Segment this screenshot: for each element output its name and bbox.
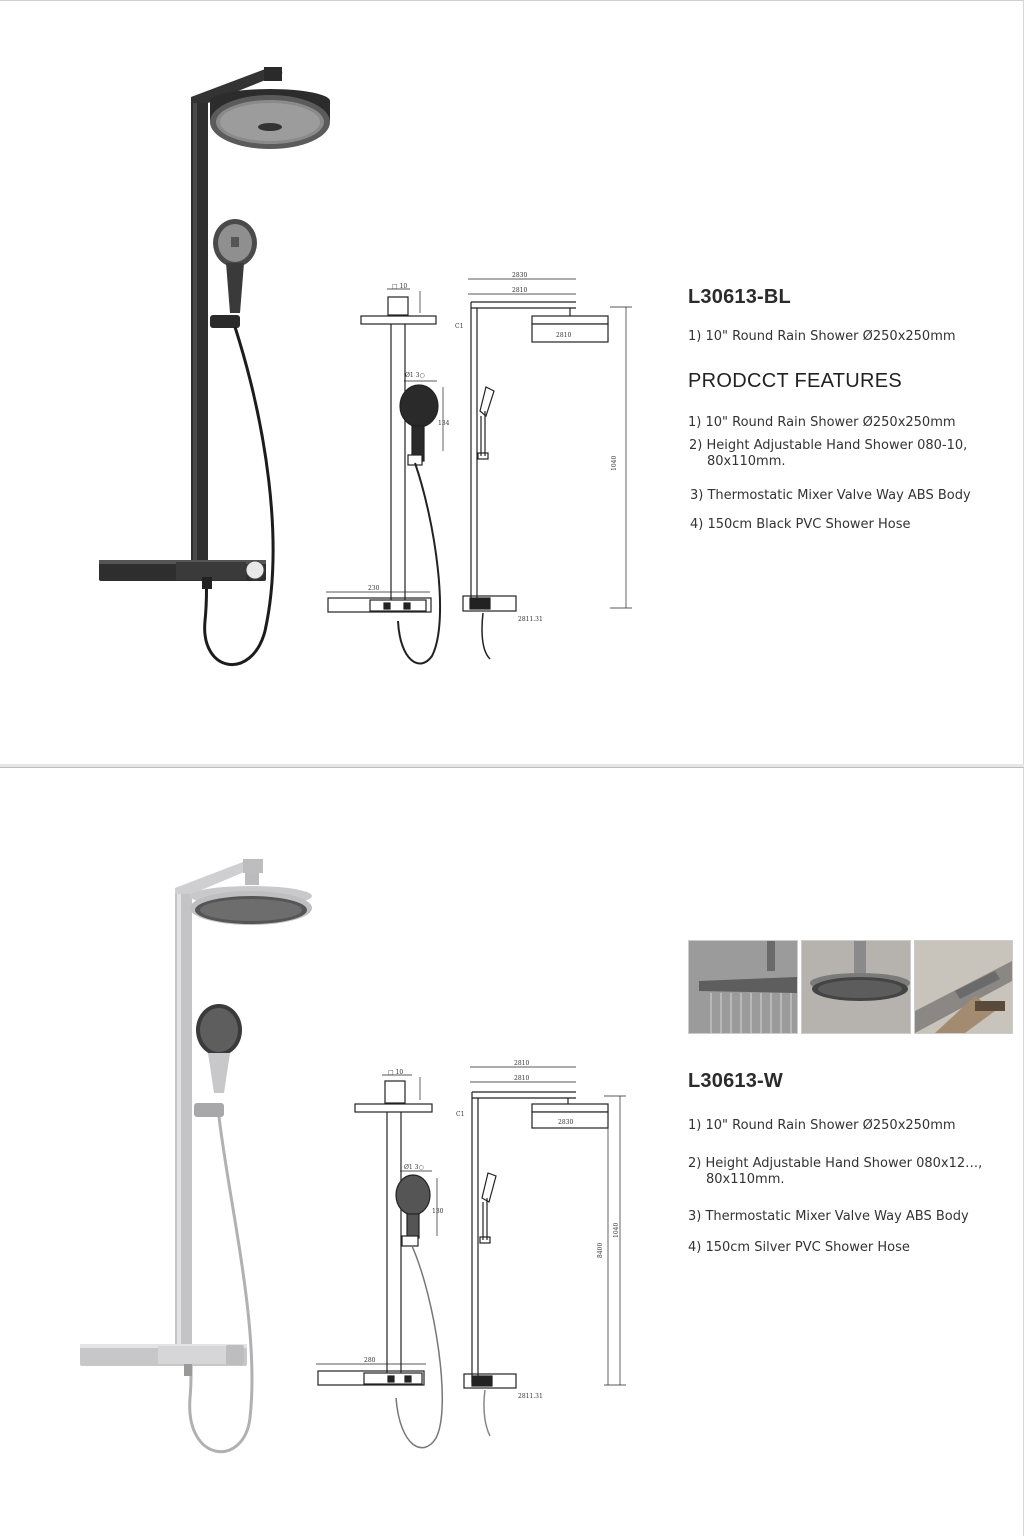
technical-drawing-front [316, 1075, 442, 1448]
svg-text:□ 10: □ 10 [388, 1069, 404, 1076]
svg-text:2830: 2830 [512, 272, 528, 279]
svg-text:8400: 8400 [597, 1242, 604, 1258]
svg-text:2811.31: 2811.31 [518, 1393, 543, 1400]
model-title: L30613-BL [688, 286, 791, 308]
svg-text:2830: 2830 [558, 1119, 574, 1126]
svg-text:Ø1 3○: Ø1 3○ [404, 1164, 424, 1171]
feature-item: 1) 10" Round Rain Shower Ø250x250mm [688, 415, 956, 430]
shower-column-photo-silver [80, 859, 312, 1452]
feature-item: 4) 150cm Black PVC Shower Hose [690, 517, 911, 532]
detail-photo-hand-shower [914, 940, 1013, 1034]
svg-text:1040: 1040 [611, 455, 618, 471]
feature-item: 3) Thermostatic Mixer Valve Way ABS Body [688, 1209, 969, 1224]
svg-text:2810: 2810 [514, 1075, 530, 1082]
feature-item: 1) 10" Round Rain Shower Ø250x250mm [688, 1118, 956, 1133]
svg-text:130: 130 [432, 1208, 444, 1215]
svg-text:1040: 1040 [613, 1222, 620, 1238]
feature-item: 4) 150cm Silver PVC Shower Hose [688, 1240, 910, 1255]
product-panel-w [0, 767, 1024, 1536]
technical-drawing-side [463, 279, 632, 659]
svg-text:2810: 2810 [556, 332, 572, 339]
svg-text:2811.31: 2811.31 [518, 616, 543, 623]
technical-drawing-front [326, 289, 443, 663]
shower-illustration-silver [0, 768, 1024, 1537]
detail-photo-nozzle-face [801, 940, 911, 1034]
svg-text:230: 230 [368, 585, 380, 592]
model-title: L30613-W [688, 1070, 783, 1092]
svg-text:C1: C1 [456, 1111, 465, 1118]
svg-text:Ø1 3○: Ø1 3○ [405, 372, 425, 379]
svg-text:C1: C1 [455, 323, 464, 330]
feature-item: 3) Thermostatic Mixer Valve Way ABS Body [690, 488, 971, 503]
product-panel-bl [0, 0, 1024, 764]
shower-column-photo-black [99, 67, 330, 665]
svg-text:2810: 2810 [512, 287, 528, 294]
feature-item: 2) Height Adjustable Hand Shower 080-10, 80x110mm. [689, 438, 968, 469]
feature-item: 2) Height Adjustable Hand Shower 080x12…, 80x110mm. [688, 1156, 983, 1187]
svg-text:280: 280 [364, 1357, 376, 1364]
svg-text:□ 10: □ 10 [392, 283, 408, 290]
detail-photo-rain-head [688, 940, 798, 1034]
svg-text:134: 134 [438, 420, 450, 427]
features-heading: PRODCCT FEATURES [688, 370, 903, 392]
intro-spec: 1) 10" Round Rain Shower Ø250x250mm [688, 329, 956, 344]
svg-text:2810: 2810 [514, 1060, 530, 1067]
